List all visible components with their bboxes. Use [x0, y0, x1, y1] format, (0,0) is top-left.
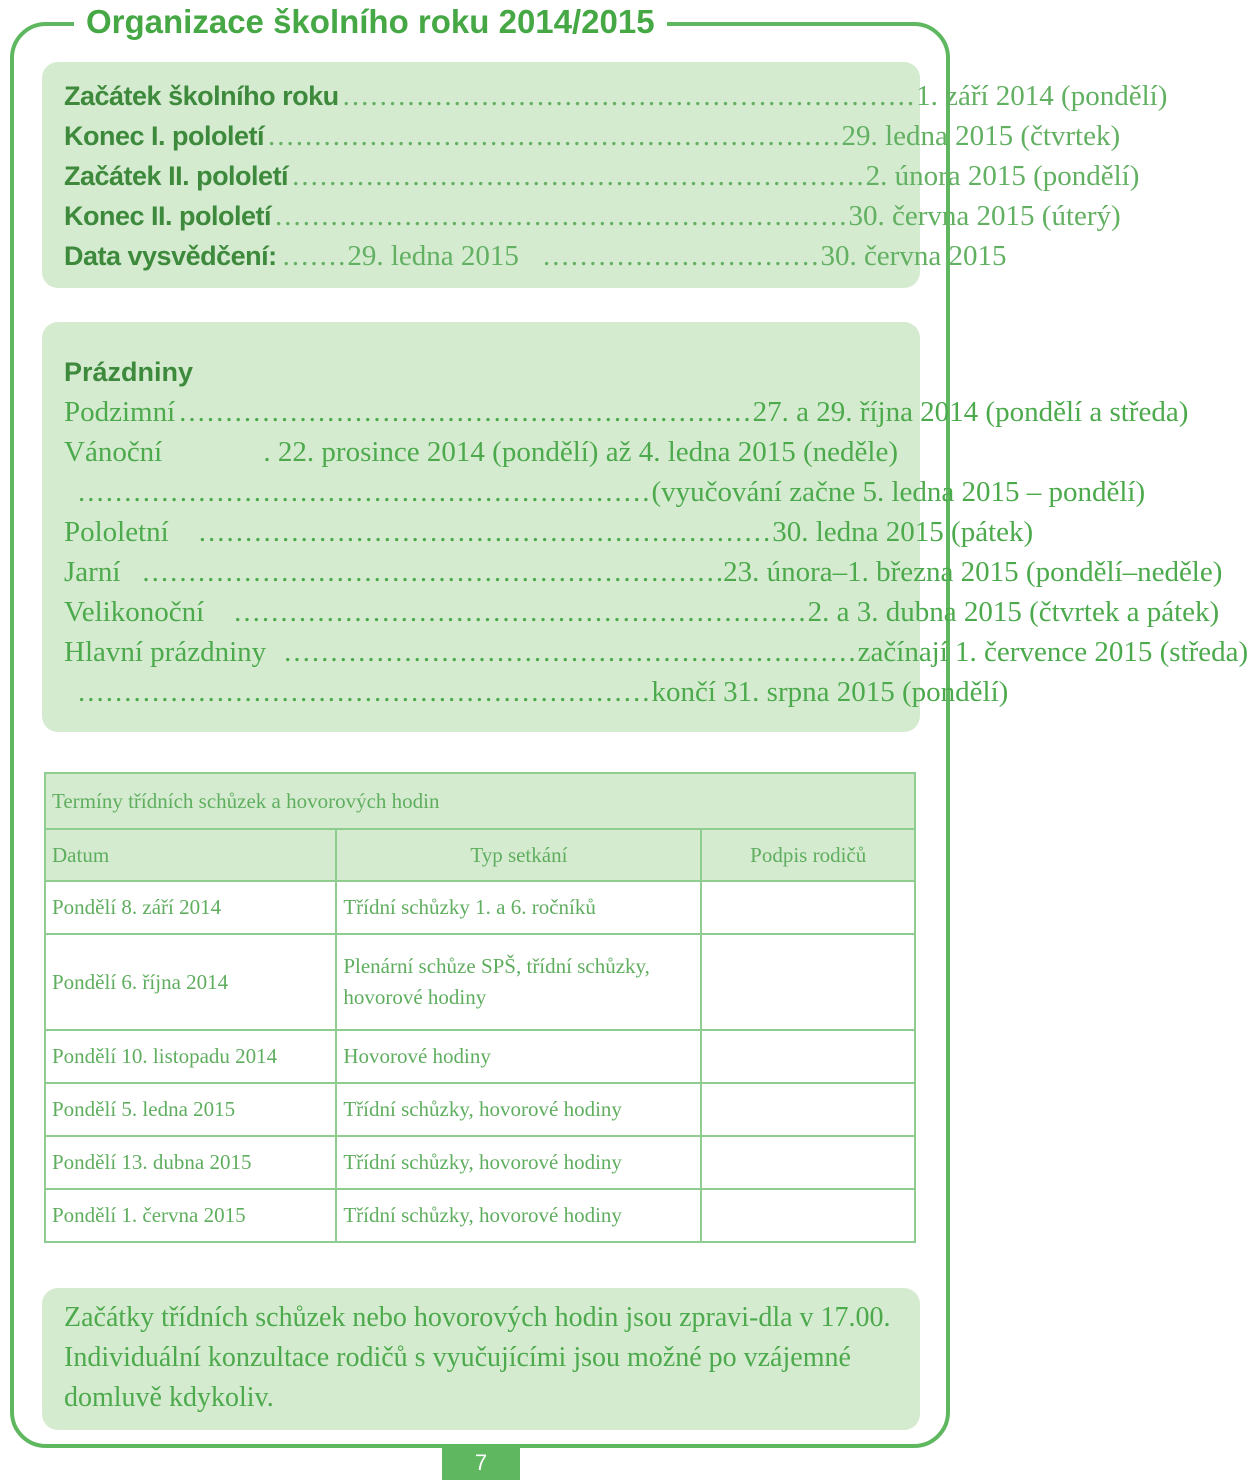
table-header-row — [45, 829, 915, 881]
row-value: končí 31. srpna 2015 (pondělí) — [651, 676, 1009, 708]
table-title-row — [45, 773, 915, 829]
row-label: Velikonoční — [64, 596, 205, 628]
row-value-mid: 29. ledna 2015 — [347, 240, 519, 272]
cell-signature — [701, 1030, 915, 1083]
cell-date: Pondělí 5. ledna 2015 — [45, 1083, 336, 1136]
table-row — [45, 1030, 915, 1083]
cell-signature — [701, 1136, 915, 1189]
row-label: Začátek školního roku — [64, 81, 339, 111]
cell-type: Plenární schůze SPŠ, třídní schůzky, hovorové hodiny — [336, 934, 701, 1030]
cell-type: Třídní schůzky, hovorové hodiny — [336, 1189, 701, 1242]
row-value: 1. září 2014 (pondělí) — [916, 80, 1168, 112]
row-value: 27. a 29. října 2014 (pondělí a středa) — [752, 396, 1189, 428]
dot-leader: .............................................................. — [342, 80, 917, 112]
row-value: 2. a 3. dubna 2015 (čtvrtek a pátek) — [807, 596, 1220, 628]
table-title: Termíny třídních schůzek a hovorových hodin — [45, 773, 915, 829]
row-value: 30. června 2015 (úterý) — [848, 200, 1121, 232]
row-label: Vánoční — [64, 436, 163, 468]
page-title: Organizace školního roku 2014/2015 — [74, 0, 667, 44]
dot-leader: .............................................................. — [268, 120, 842, 152]
page-number: 7 — [442, 1446, 520, 1480]
row-label: Podzimní — [64, 396, 176, 428]
row-value: 2. února 2015 (pondělí) — [865, 160, 1140, 192]
dot-leader: .............................................................. — [78, 676, 652, 708]
row-label: Hlavní prázdniny — [64, 636, 267, 668]
cell-type: Třídní schůzky, hovorové hodiny — [336, 1136, 701, 1189]
row-label: Začátek II. pololetí — [64, 161, 289, 191]
dot-leader: .............................. — [542, 240, 821, 272]
cell-signature — [701, 1083, 915, 1136]
dot-leader: .............................................................. — [78, 476, 652, 508]
table-row — [45, 1083, 915, 1136]
row-value: 30. června 2015 — [820, 240, 1007, 272]
cell-type: Hovorové hodiny — [336, 1030, 701, 1083]
row-value: začínají 1. července 2015 (středa) — [857, 636, 1248, 668]
cell-signature — [701, 934, 915, 1030]
row-label: Pololetní — [64, 516, 169, 548]
dot-leader: .............................................................. — [179, 396, 753, 428]
header-date: Datum — [45, 829, 336, 881]
holiday-row — [64, 432, 898, 472]
holiday-row — [64, 552, 1223, 592]
row-value: (vyučování začne 5. ledna 2015 – pondělí) — [651, 476, 1146, 508]
table-row — [45, 1136, 915, 1189]
dot-leader: ....... — [282, 240, 348, 272]
row-value: 30. ledna 2015 (pátek) — [772, 516, 1034, 548]
row-value: . 22. prosince 2014 (pondělí) až 4. ledna 2015 (neděle) — [263, 436, 898, 468]
dot-leader: .............................................................. — [275, 200, 849, 232]
holiday-row — [64, 472, 1146, 512]
cell-date: Pondělí 8. září 2014 — [45, 881, 336, 934]
holidays-heading: Prázdniny — [64, 357, 194, 387]
dot-leader: .............................................................. — [292, 160, 866, 192]
dot-leader — [162, 432, 263, 472]
holiday-row — [64, 392, 1189, 432]
cell-type: Třídní schůzky, hovorové hodiny — [336, 1083, 701, 1136]
meetings-table — [44, 772, 916, 1243]
school-year-row — [64, 196, 1121, 236]
row-label: Konec II. pololetí — [64, 201, 272, 231]
holiday-row — [64, 592, 1220, 632]
cell-type: Třídní schůzky 1. a 6. ročníků — [336, 881, 701, 934]
row-label: Jarní — [64, 556, 121, 588]
dot-leader: .............................................................. — [198, 516, 773, 548]
table-row — [45, 1189, 915, 1242]
row-label: Data vysvědčení: — [64, 241, 277, 271]
school-year-row — [64, 76, 1168, 116]
dot-leader: .............................................................. — [284, 636, 858, 668]
row-value: .23. února–1. března 2015 (pondělí–neděle) — [715, 556, 1223, 588]
header-signature: Podpis rodičů — [701, 829, 915, 881]
dot-leader: .............................................................. — [234, 596, 808, 628]
holiday-row — [64, 672, 1009, 712]
cell-signature — [701, 881, 915, 934]
header-type: Typ setkání — [336, 829, 701, 881]
cell-date: Pondělí 6. října 2014 — [45, 934, 336, 1030]
table-row — [45, 881, 915, 934]
school-year-row — [64, 236, 1007, 276]
holiday-row — [64, 632, 1248, 672]
cell-date: Pondělí 13. dubna 2015 — [45, 1136, 336, 1189]
table-row — [45, 934, 915, 1030]
cell-date: Pondělí 10. listopadu 2014 — [45, 1030, 336, 1083]
school-year-row — [64, 116, 1121, 156]
cell-signature — [701, 1189, 915, 1242]
cell-date: Pondělí 1. června 2015 — [45, 1189, 336, 1242]
row-value: 29. ledna 2015 (čtvrtek) — [841, 120, 1121, 152]
dot-leader: .............................................................. — [142, 556, 716, 588]
school-year-row — [64, 156, 1140, 196]
holiday-row — [64, 512, 1034, 552]
row-label: Konec I. pololetí — [64, 121, 265, 151]
meetings-note: Začátky třídních schůzek nebo hovorových hodin jsou zpravi-dla v 17.00. Individuální konzultace rodičů s vyučujícími jsou možné po vzájemné domluvě kdykoliv. — [64, 1302, 891, 1413]
